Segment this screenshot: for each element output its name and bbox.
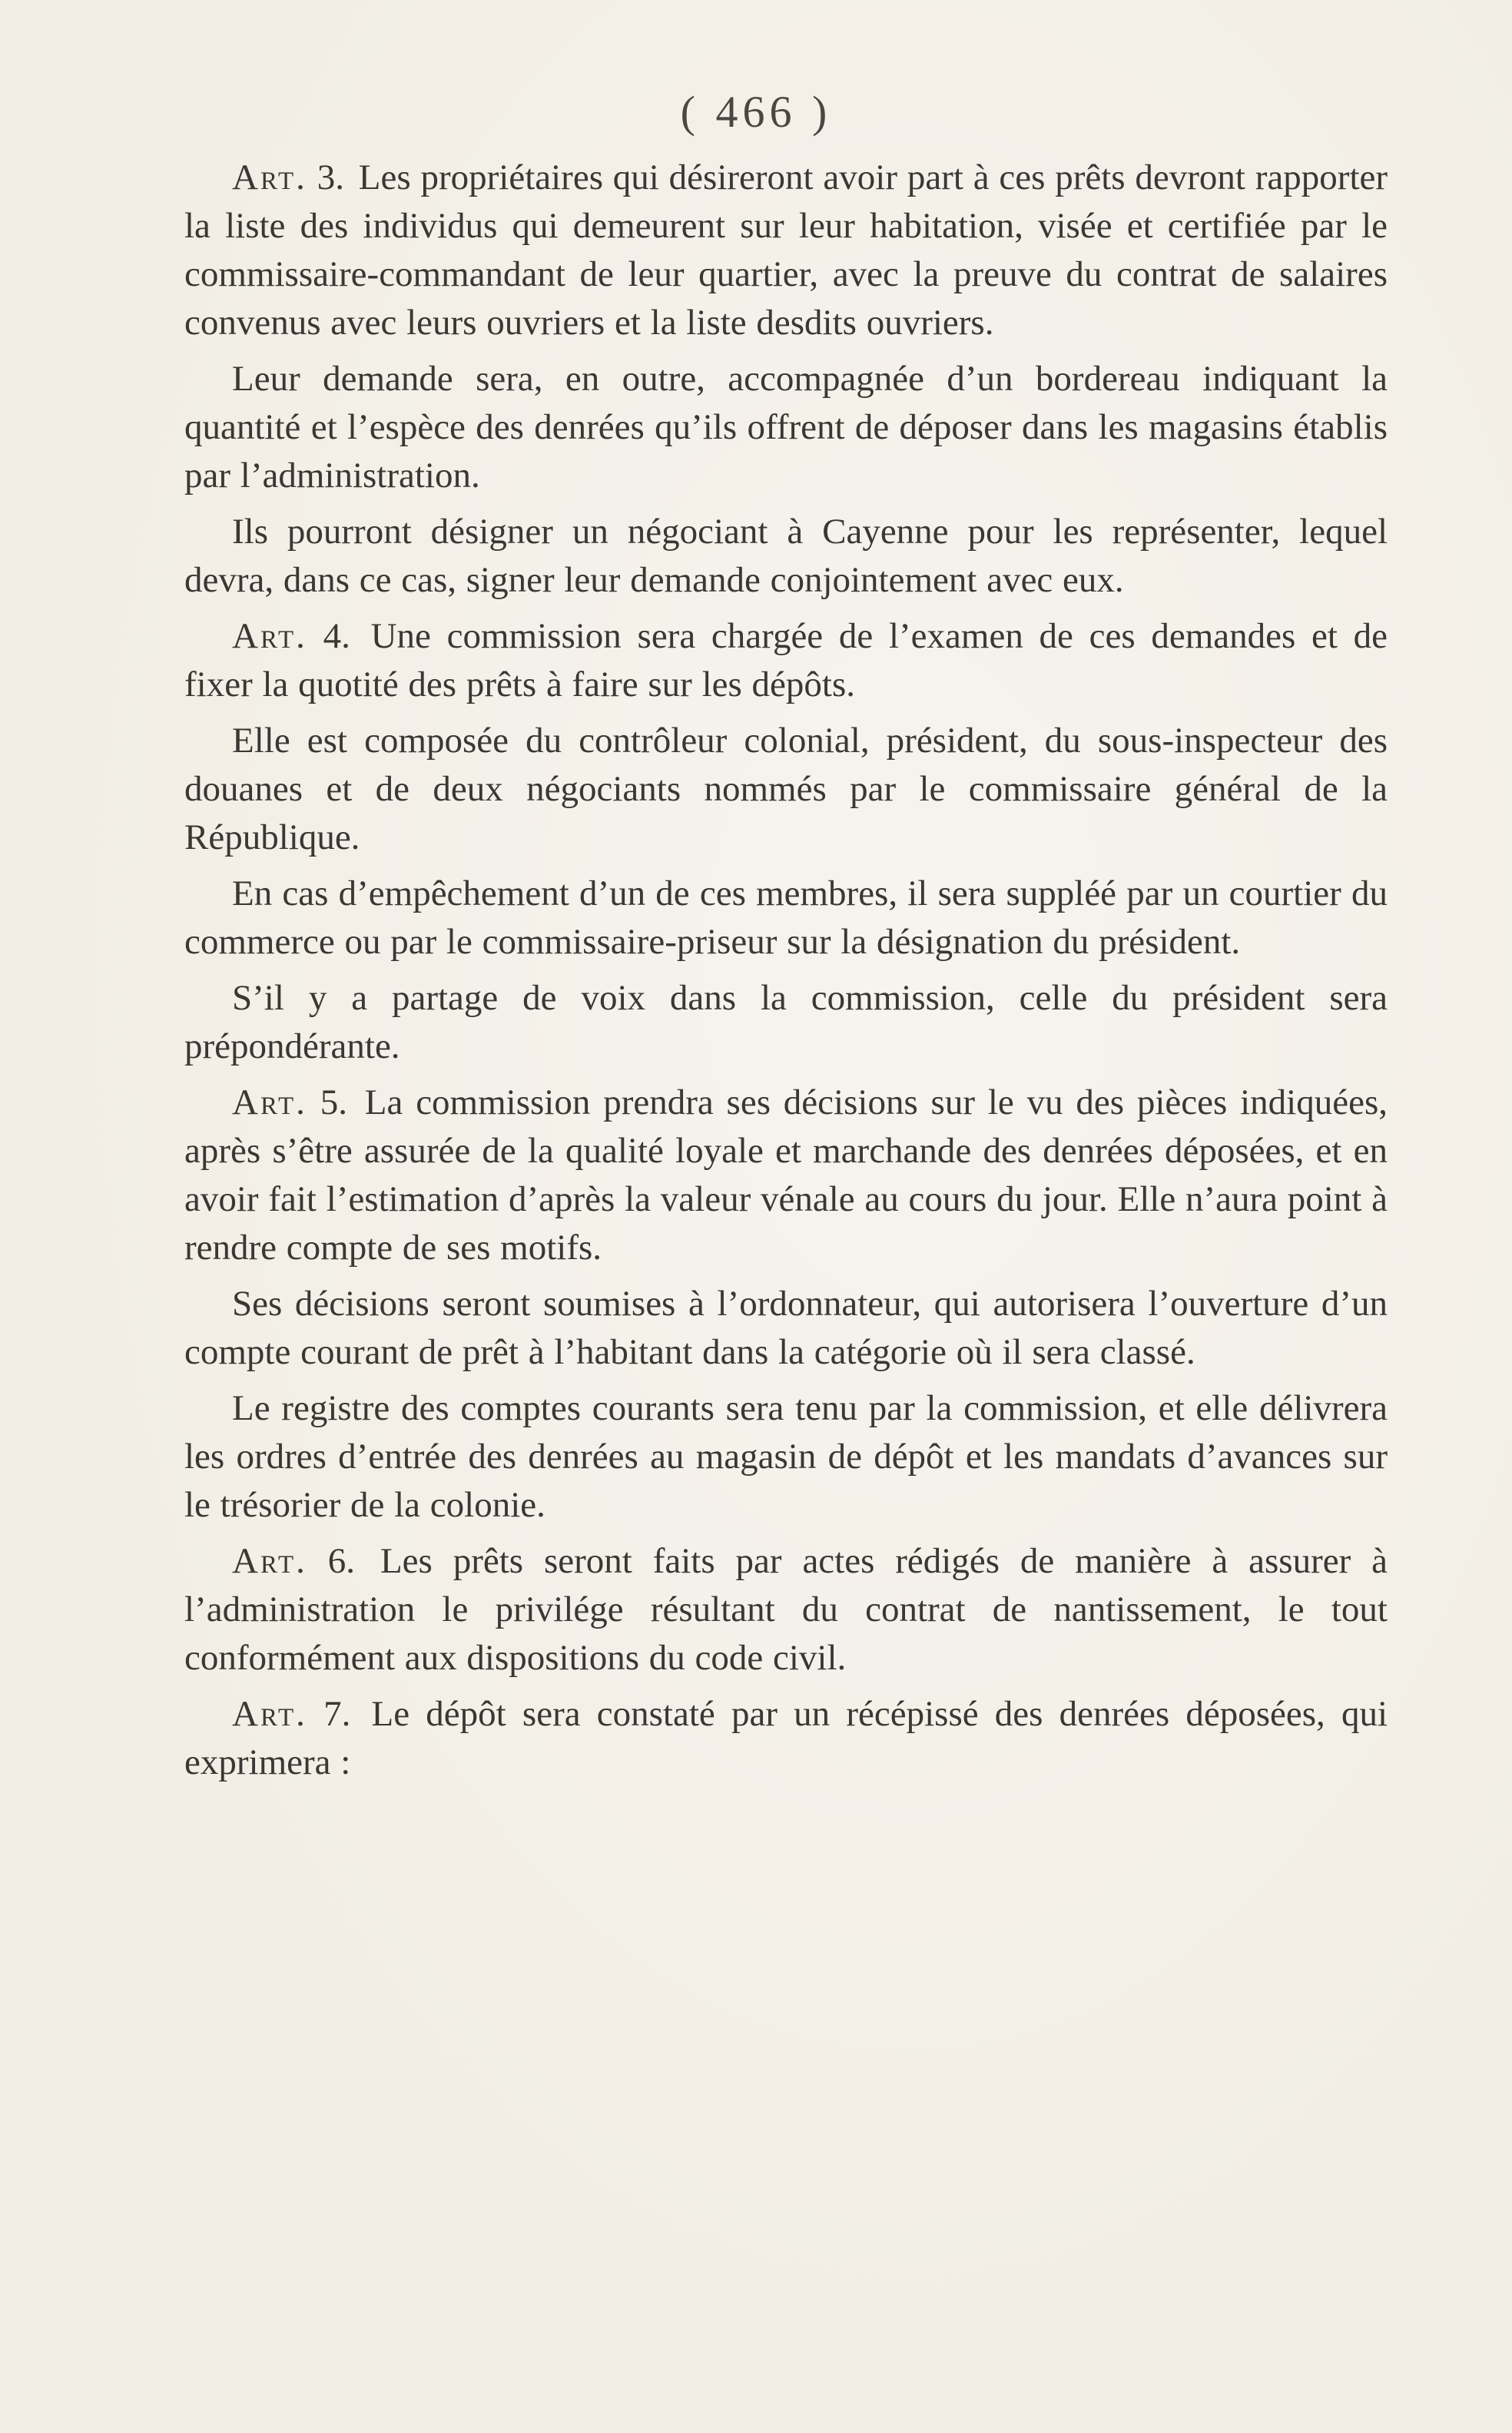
paragraph-text: Le dépôt sera constaté par un récépissé des denrées déposées, qui exprimera : (184, 1694, 1388, 1782)
article-number: 7. (323, 1694, 351, 1734)
paragraph (184, 717, 1388, 870)
article-number: 6. (327, 1541, 356, 1581)
paragraph-text: Ses décisions seront soumises à l’ordonnateur, qui autorisera l’ouverture d’un compte courant de prêt à l’habitant dans la catégorie où il sera classé. (184, 1284, 1388, 1372)
paragraph-text: Le registre des comptes courants sera tenu par la commission, et elle délivrera les ordres d’entrée des denrées au magasin de dépôt et les mandats d’avances sur le trésorier de la colonie. (184, 1388, 1388, 1525)
page-number: ( 466 ) (680, 87, 832, 137)
paragraph (184, 974, 1388, 1079)
paragraph-art-4 (184, 612, 1388, 717)
paragraph-art-5 (184, 1079, 1388, 1280)
article-label: Art. (232, 1541, 307, 1581)
article-label: Art. (232, 1694, 307, 1734)
paragraph (184, 870, 1388, 974)
paragraph-text: Ils pourront désigner un négociant à Cayenne pour les représenter, lequel devra, dans ce cas, signer leur demande conjointement avec eux. (184, 512, 1388, 600)
paragraph-text: La commission prendra ses décisions sur le vu des pièces indiquées, après s’être assurée de la qualité loyale et marchande des denrées déposées, et en avoir fait l’estimation d’après la valeur vénale au cours du jour. Elle n’aura point à rendre compte de ses motifs. (184, 1082, 1388, 1268)
paragraph-text: Les prêts seront faits par actes rédigés de manière à assurer à l’administration le privilége résultant du contrat de nantissement, le tout conformément aux dispositions du code civil. (184, 1541, 1388, 1678)
article-label: Art. (232, 157, 307, 197)
paragraph-art-6 (184, 1537, 1388, 1690)
paragraph (184, 355, 1388, 508)
article-number: 3. (317, 157, 344, 197)
article-number: 5. (320, 1082, 347, 1122)
paragraph-text: Leur demande sera, en outre, accompagnée d’un bordereau indiquant la quantité et l’espèce des denrées qu’ils offrent de déposer dans les magasins établis par l’administration. (184, 359, 1388, 496)
article-label: Art. (232, 1082, 307, 1122)
article-label: Art. (232, 616, 307, 656)
paragraph-text: S’il y a partage de voix dans la commission, celle du président sera prépondérante. (184, 978, 1388, 1066)
paragraph-text: Une commission sera chargée de l’examen de ces demandes et de fixer la quotité des prêts à faire sur les dépôts. (184, 616, 1388, 704)
paragraph (184, 1384, 1388, 1537)
paragraph-art-3 (184, 154, 1388, 355)
paragraph-text: Elle est composée du contrôleur colonial, président, du sous-inspecteur des douanes et de deux négociants nommés par le commissaire général de la République. (184, 721, 1388, 857)
paragraph (184, 508, 1388, 612)
paragraph-art-7 (184, 1690, 1388, 1795)
paragraph-text: Les propriétaires qui désireront avoir part à ces prêts devront rapporter la liste des individus qui demeurent sur leur habitation, visée et certifiée par le commissaire-commandant de leur quartier, avec la preuve du contrat de salaires convenus avec leurs ouvriers et la liste desdits ouvriers. (184, 157, 1388, 343)
paragraph (184, 1280, 1388, 1384)
article-number: 4. (323, 616, 350, 656)
body-text (184, 154, 1388, 1795)
paragraph-text: En cas d’empêchement d’un de ces membres, il sera suppléé par un courtier du commerce ou par le commissaire-priseur sur la désignation du président. (184, 873, 1388, 962)
